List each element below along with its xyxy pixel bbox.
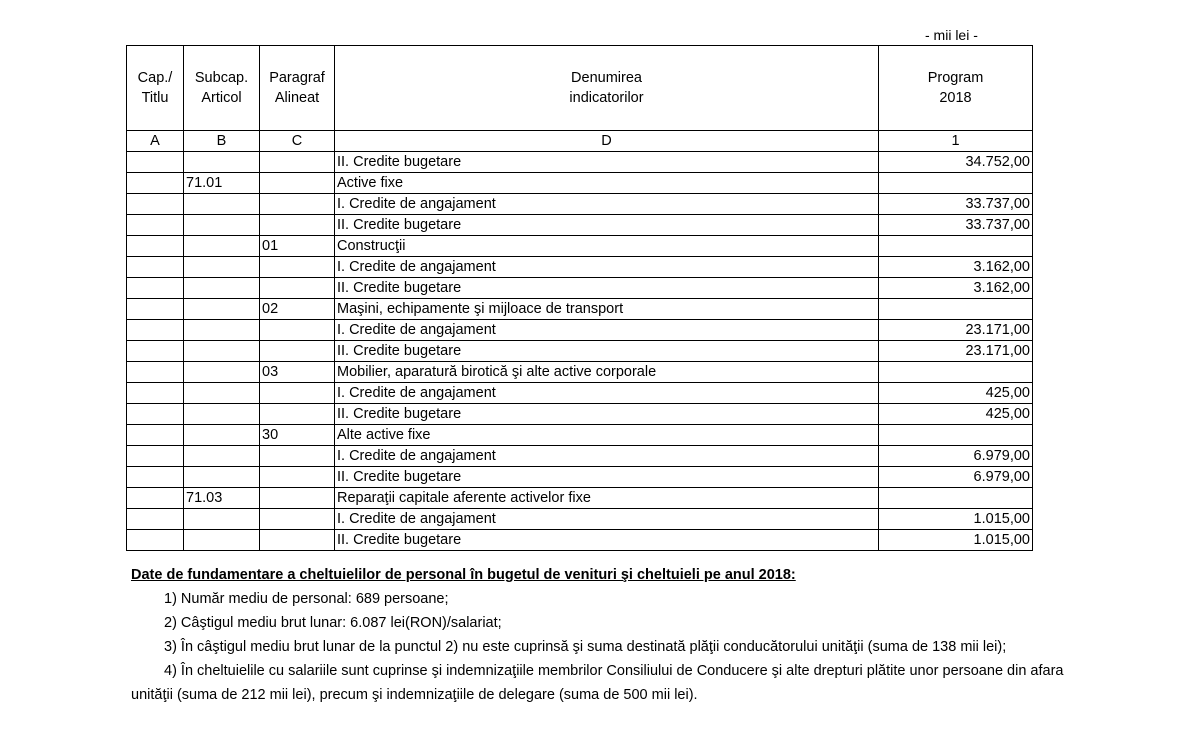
cell-program-value: [879, 299, 1033, 320]
header-line: Titlu: [141, 90, 169, 106]
cell-cap-titlu: [127, 383, 184, 404]
cell-program-value: 1.015,00: [879, 509, 1033, 530]
table-row: [127, 488, 1033, 509]
cell-cap-titlu: [127, 278, 184, 299]
cell-cap-titlu: [127, 488, 184, 509]
cell-subcap-articol: [184, 446, 260, 467]
header-paragraf-alineat: [260, 46, 335, 131]
note-item: 2) Câştigul mediu brut lunar: 6.087 lei(RON)/salariat;: [164, 615, 502, 631]
cell-paragraf-alineat: [260, 530, 335, 551]
cell-program-value: 6.979,00: [879, 467, 1033, 488]
header-line: Program: [927, 70, 984, 86]
table-row: [127, 383, 1033, 404]
cell-paragraf-alineat: [260, 320, 335, 341]
cell-paragraf-alineat: [260, 257, 335, 278]
cell-program-value: 33.737,00: [879, 215, 1033, 236]
cell-program-value: 23.171,00: [879, 341, 1033, 362]
cell-program-value: [879, 173, 1033, 194]
cell-subcap-articol: [184, 341, 260, 362]
cell-cap-titlu: [127, 530, 184, 551]
table-row: [127, 257, 1033, 278]
cell-subcap-articol: [184, 467, 260, 488]
cell-paragraf-alineat: [260, 341, 335, 362]
cell-indicator-name: II. Credite bugetare: [335, 467, 879, 488]
cell-program-value: 1.015,00: [879, 530, 1033, 551]
table-row: [127, 194, 1033, 215]
cell-indicator-name: II. Credite bugetare: [335, 341, 879, 362]
cell-subcap-articol: [184, 509, 260, 530]
column-letter: C: [260, 131, 335, 152]
cell-indicator-name: Mobilier, aparatură birotică şi alte active corporale: [335, 362, 879, 383]
cell-program-value: [879, 236, 1033, 257]
cell-program-value: 33.737,00: [879, 194, 1033, 215]
table-row: [127, 152, 1033, 173]
header-line: Alineat: [274, 90, 320, 106]
cell-subcap-articol: [184, 152, 260, 173]
table-row: [127, 467, 1033, 488]
table-row: [127, 509, 1033, 530]
cell-cap-titlu: [127, 173, 184, 194]
cell-paragraf-alineat: [260, 404, 335, 425]
header-line: Subcap.: [194, 70, 249, 86]
cell-program-value: 34.752,00: [879, 152, 1033, 173]
cell-indicator-name: I. Credite de angajament: [335, 446, 879, 467]
cell-subcap-articol: [184, 320, 260, 341]
cell-indicator-name: I. Credite de angajament: [335, 194, 879, 215]
cell-paragraf-alineat: [260, 215, 335, 236]
column-letter: 1: [879, 131, 1033, 152]
table-row: [127, 320, 1033, 341]
cell-program-value: 3.162,00: [879, 278, 1033, 299]
cell-cap-titlu: [127, 404, 184, 425]
cell-cap-titlu: [127, 446, 184, 467]
cell-program-value: 3.162,00: [879, 257, 1033, 278]
cell-program-value: 23.171,00: [879, 320, 1033, 341]
cell-cap-titlu: [127, 467, 184, 488]
cell-indicator-name: II. Credite bugetare: [335, 404, 879, 425]
cell-subcap-articol: [184, 299, 260, 320]
cell-cap-titlu: [127, 194, 184, 215]
cell-paragraf-alineat: [260, 383, 335, 404]
cell-paragraf-alineat: 03: [260, 362, 335, 383]
cell-program-value: 425,00: [879, 383, 1033, 404]
note-item: 4) În cheltuielile cu salariile sunt cuprinse şi indemnizaţiile membrilor Consiliului de Conducere şi alte drepturi plătite unor persoane din afara unităţii (suma de 212 mii lei), precum şi indemnizaţiile de delegare (suma de 500 mii lei).: [131, 663, 1064, 703]
cell-subcap-articol: [184, 530, 260, 551]
header-line: Denumirea: [571, 70, 642, 86]
header-denumirea: [335, 46, 879, 131]
cell-indicator-name: I. Credite de angajament: [335, 509, 879, 530]
header-line: indicatorilor: [569, 90, 644, 106]
table-row: [127, 236, 1033, 257]
table-row: [127, 278, 1033, 299]
header-line: 2018: [939, 90, 972, 106]
cell-indicator-name: II. Credite bugetare: [335, 530, 879, 551]
cell-paragraf-alineat: [260, 467, 335, 488]
cell-paragraf-alineat: 30: [260, 425, 335, 446]
cell-cap-titlu: [127, 299, 184, 320]
cell-cap-titlu: [127, 236, 184, 257]
cell-subcap-articol: 71.03: [184, 488, 260, 509]
cell-subcap-articol: [184, 425, 260, 446]
header-subcap-articol: [184, 46, 260, 131]
cell-paragraf-alineat: [260, 173, 335, 194]
cell-indicator-name: I. Credite de angajament: [335, 383, 879, 404]
table-row: [127, 404, 1033, 425]
cell-program-value: 425,00: [879, 404, 1033, 425]
cell-indicator-name: II. Credite bugetare: [335, 215, 879, 236]
cell-indicator-name: Construcţii: [335, 236, 879, 257]
cell-indicator-name: Reparaţii capitale aferente activelor fixe: [335, 488, 879, 509]
column-letter: D: [335, 131, 879, 152]
table-row: [127, 530, 1033, 551]
note-item: 1) Număr mediu de personal: 689 persoane;: [164, 591, 449, 607]
cell-cap-titlu: [127, 152, 184, 173]
cell-indicator-name: Active fixe: [335, 173, 879, 194]
cell-subcap-articol: [184, 362, 260, 383]
cell-program-value: 6.979,00: [879, 446, 1033, 467]
header-line: Cap./: [137, 70, 173, 86]
table-row: [127, 215, 1033, 236]
cell-paragraf-alineat: [260, 509, 335, 530]
cell-paragraf-alineat: [260, 278, 335, 299]
cell-subcap-articol: [184, 257, 260, 278]
cell-cap-titlu: [127, 509, 184, 530]
table-row: [127, 425, 1033, 446]
cell-subcap-articol: [184, 194, 260, 215]
column-letter: A: [127, 131, 184, 152]
cell-indicator-name: II. Credite bugetare: [335, 152, 879, 173]
cell-cap-titlu: [127, 425, 184, 446]
header-cap-titlu: [127, 46, 184, 131]
cell-indicator-name: I. Credite de angajament: [335, 320, 879, 341]
cell-cap-titlu: [127, 215, 184, 236]
cell-subcap-articol: [184, 404, 260, 425]
cell-paragraf-alineat: [260, 194, 335, 215]
cell-cap-titlu: [127, 341, 184, 362]
notes-title: Date de fundamentare a cheltuielilor de personal în bugetul de venituri şi cheltuieli pe anul 2018:: [131, 567, 796, 583]
table-row: [127, 446, 1033, 467]
cell-paragraf-alineat: 01: [260, 236, 335, 257]
header-line: Articol: [201, 90, 242, 106]
cell-indicator-name: Alte active fixe: [335, 425, 879, 446]
cell-program-value: [879, 488, 1033, 509]
header-line: Paragraf: [269, 70, 325, 86]
table-row: [127, 362, 1033, 383]
cell-subcap-articol: [184, 236, 260, 257]
cell-cap-titlu: [127, 257, 184, 278]
table-row: [127, 341, 1033, 362]
table-header-row: [127, 46, 1033, 131]
cell-paragraf-alineat: [260, 488, 335, 509]
cell-subcap-articol: [184, 278, 260, 299]
personnel-notes: [131, 563, 1071, 707]
table-row: [127, 173, 1033, 194]
cell-program-value: [879, 362, 1033, 383]
note-item: 3) În câştigul mediu brut lunar de la punctul 2) nu este cuprinsă şi suma destinată plăţii conducătorului unităţii (suma de 138 mii lei);: [164, 639, 1007, 655]
cell-paragraf-alineat: 02: [260, 299, 335, 320]
cell-indicator-name: II. Credite bugetare: [335, 278, 879, 299]
cell-subcap-articol: 71.01: [184, 173, 260, 194]
cell-subcap-articol: [184, 215, 260, 236]
budget-table: [126, 45, 1033, 551]
column-letter: B: [184, 131, 260, 152]
column-letters-row: [127, 131, 1033, 152]
cell-cap-titlu: [127, 320, 184, 341]
cell-indicator-name: Maşini, echipamente şi mijloace de transport: [335, 299, 879, 320]
unit-label: - mii lei -: [925, 27, 978, 43]
cell-indicator-name: I. Credite de angajament: [335, 257, 879, 278]
cell-paragraf-alineat: [260, 446, 335, 467]
cell-cap-titlu: [127, 362, 184, 383]
table-row: [127, 299, 1033, 320]
cell-program-value: [879, 425, 1033, 446]
cell-paragraf-alineat: [260, 152, 335, 173]
cell-subcap-articol: [184, 383, 260, 404]
header-program: [879, 46, 1033, 131]
